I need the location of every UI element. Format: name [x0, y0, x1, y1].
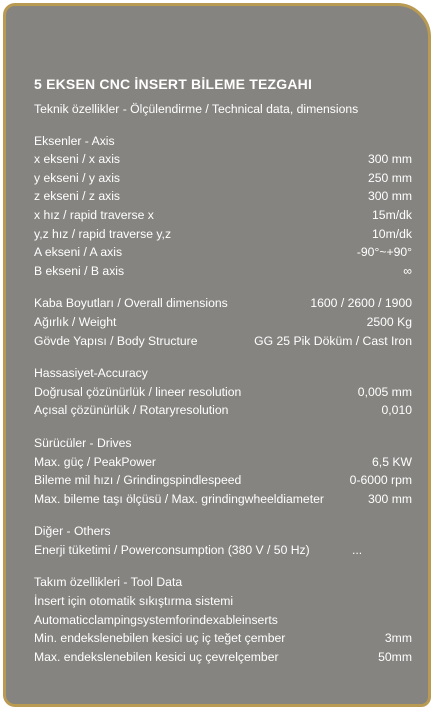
spec-value: ∞ — [403, 263, 412, 278]
spec-value: 1600 / 2600 / 1900 — [310, 296, 412, 311]
spec-label: Max. endekslenebilen kesici uç çevrelçember — [34, 649, 279, 664]
tool-heading: Takım özellikleri - Tool Data — [34, 575, 183, 590]
spec-row-overall-dimensions — [34, 294, 414, 313]
spec-subtitle: Teknik özellikler - Ölçülendirme / Technical data, dimensions — [34, 102, 359, 116]
spec-value: ... — [352, 542, 363, 557]
spec-content — [34, 74, 414, 680]
spec-row-z-axis — [34, 187, 414, 206]
spec-row-b-axis — [34, 262, 414, 281]
spec-row-spindle-speed — [34, 471, 414, 490]
spec-row-rapid-yz — [34, 225, 414, 244]
spec-value: 300 mm — [367, 491, 412, 506]
spec-row-max-insert — [34, 648, 414, 667]
spec-row-rapid-x — [34, 206, 414, 225]
spec-value: 15m/dk — [372, 207, 412, 222]
dimensions-section — [34, 294, 414, 350]
spec-row-power-consumption — [34, 541, 414, 560]
machine-title: 5 EKSEN CNC İNSERT BİLEME TEZGAHI — [34, 76, 313, 92]
spec-value: GG 25 Pik Döküm / Cast Iron — [254, 333, 412, 348]
spec-label: Açısal çözünürlük / Rotaryresolution — [34, 403, 229, 418]
spec-label: x hız / rapid traverse x — [34, 207, 154, 222]
spec-row-min-insert — [34, 629, 414, 648]
spec-label: Max. bileme taşı ölçüsü / Max. grindingwheeldiameter — [34, 491, 324, 506]
spec-label: Kaba Boyutları / Overall dimensions — [34, 296, 228, 311]
spec-value: 50mm — [378, 649, 412, 664]
spec-row-x-axis — [34, 150, 414, 169]
spec-label: z ekseni / z axis — [34, 189, 121, 204]
spec-label: A ekseni / A axis — [34, 245, 123, 260]
accuracy-section — [34, 364, 414, 420]
accuracy-heading: Hassasiyet-Accuracy — [34, 366, 148, 381]
tool-line-tr: İnsert için otomatik sıkıştırma sistemi — [34, 594, 234, 609]
drives-heading: Sürücüler - Drives — [34, 435, 132, 450]
spec-value: 2500 Kg — [366, 314, 412, 329]
axis-section — [34, 132, 414, 281]
tool-section — [34, 573, 414, 666]
spec-value: 0,010 — [381, 403, 412, 418]
spec-label: y,z hız / rapid traverse y,z — [34, 226, 172, 241]
spec-label: Ağırlık / Weight — [34, 314, 117, 329]
spec-value: 6,5 KW — [372, 454, 412, 469]
spec-value: 300 mm — [367, 189, 412, 204]
spec-card — [3, 3, 431, 707]
spec-row-peak-power — [34, 453, 414, 472]
spec-label: Gövde Yapısı / Body Structure — [34, 333, 198, 348]
spec-row-a-axis — [34, 243, 414, 262]
spec-row-linear-resolution — [34, 383, 414, 402]
spec-value: -90°~+90° — [356, 245, 412, 260]
spec-label: Min. endekslenebilen kesici uç iç teğet çember — [34, 631, 286, 646]
spec-label: x ekseni / x axis — [34, 152, 121, 167]
drives-section — [34, 434, 414, 508]
tool-line-en: Automaticclampingsystemforindexableinserts — [34, 612, 278, 627]
spec-row-weight — [34, 313, 414, 332]
others-section — [34, 522, 414, 559]
spec-row-rotary-resolution — [34, 401, 414, 420]
spec-row-body-structure — [34, 332, 414, 351]
spec-value: 0,005 mm — [357, 384, 412, 399]
spec-value: 10m/dk — [372, 226, 412, 241]
spec-label: Doğrusal çözünürlük / lineer resolution — [34, 384, 242, 399]
spec-label: Enerji tüketimi / Powerconsumption (380 V / 50 Hz) — [34, 542, 310, 557]
spec-label: y ekseni / y axis — [34, 170, 121, 185]
spec-label: Max. güç / PeakPower — [34, 454, 156, 469]
spec-row-y-axis — [34, 169, 414, 188]
spec-value: 0-6000 rpm — [349, 473, 412, 488]
others-heading: Diğer - Others — [34, 524, 111, 539]
spec-row-wheel-diameter — [34, 490, 414, 509]
spec-value: 3mm — [384, 631, 412, 646]
spec-value: 300 mm — [367, 152, 412, 167]
spec-label: Bileme mil hızı / Grindingspindlespeed — [34, 473, 242, 488]
spec-label: B ekseni / B axis — [34, 263, 125, 278]
axis-heading: Eksenler - Axis — [34, 133, 115, 148]
spec-value: 250 mm — [367, 170, 412, 185]
